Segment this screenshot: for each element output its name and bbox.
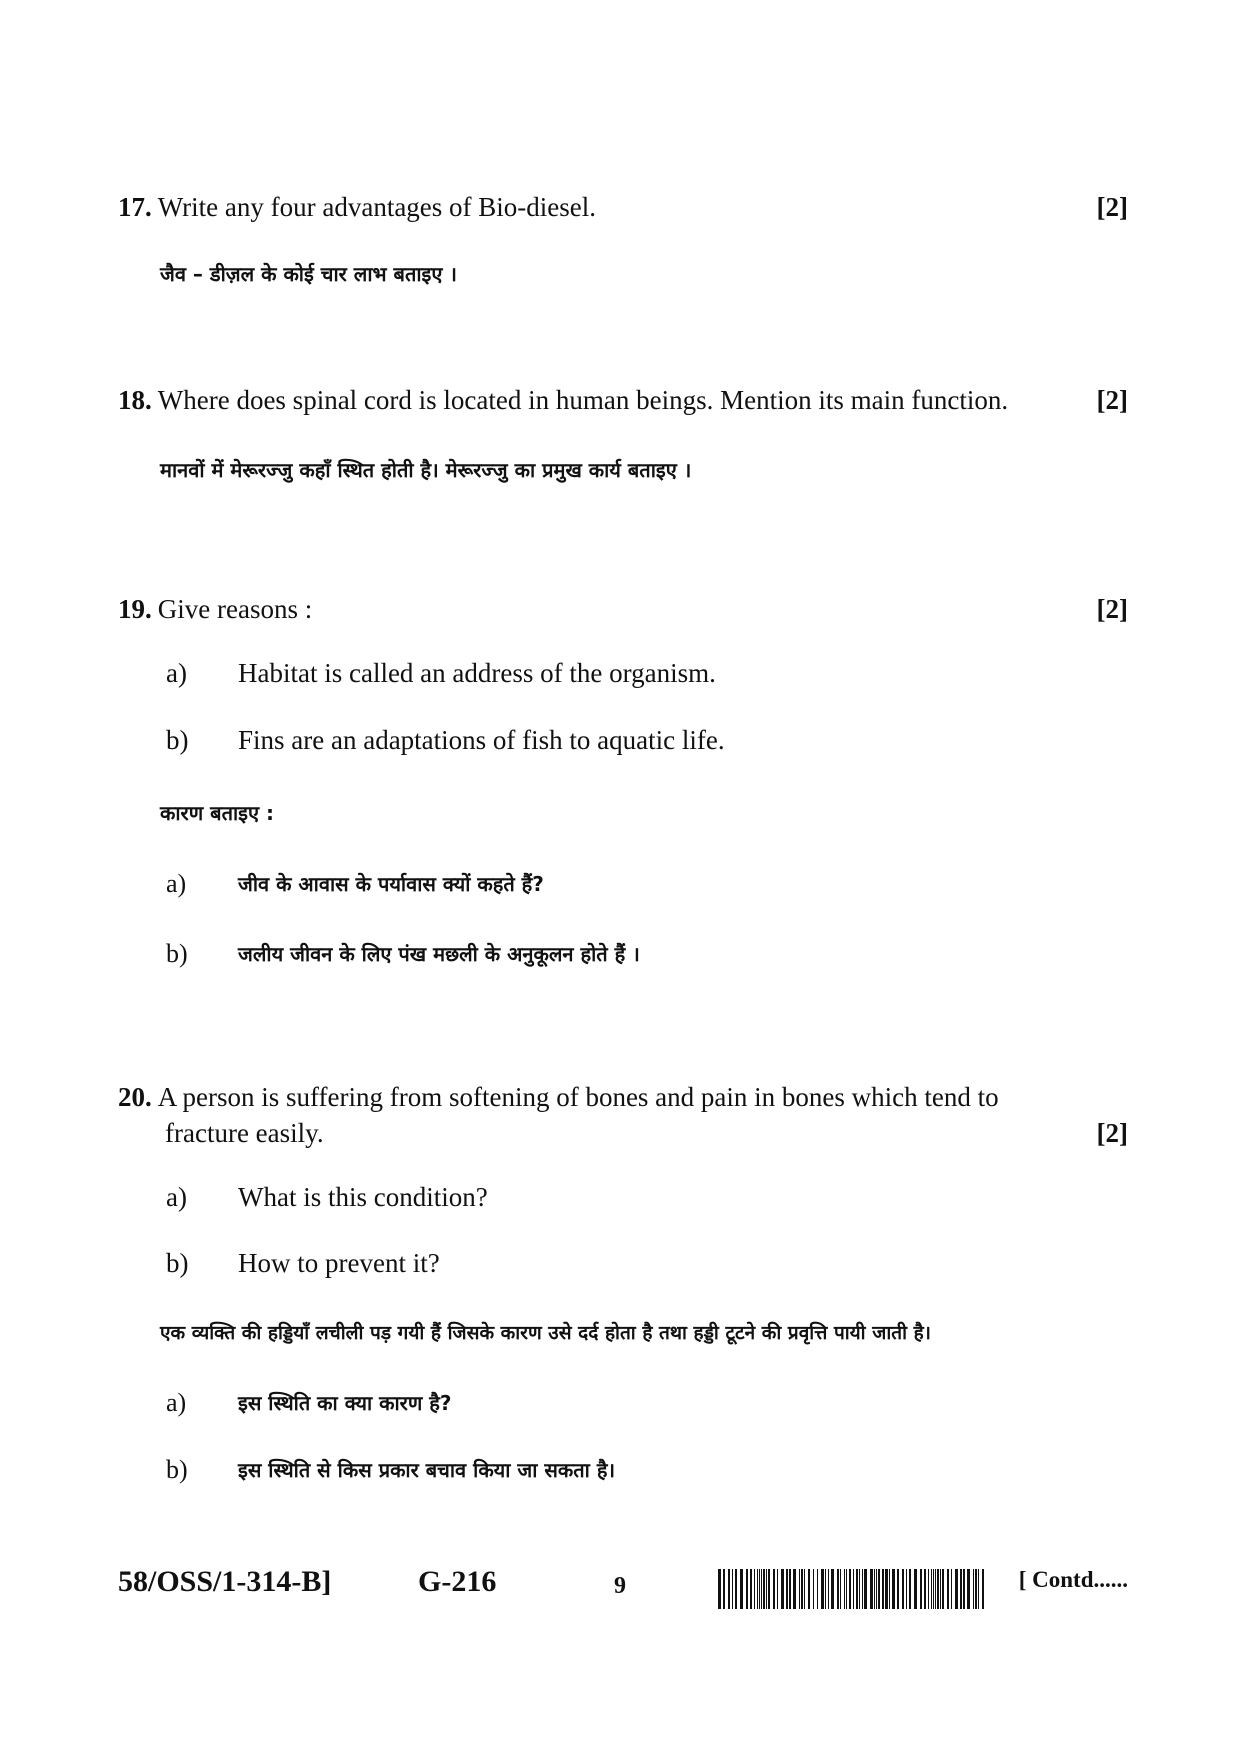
question-17-hindi: जैव – डीज़ल के कोई चार लाभ बताइए ।: [160, 262, 457, 286]
question-number: 19.: [118, 594, 152, 624]
question-number: 17.: [118, 192, 152, 222]
question-20-line2: [165, 1115, 1128, 1151]
question-text-en-line2: fracture easily.: [165, 1118, 324, 1148]
option-text: How to prevent it?: [238, 1248, 440, 1278]
option-label: b): [166, 1248, 189, 1278]
marks: [2]: [1096, 594, 1128, 624]
option-text: What is this condition?: [238, 1182, 488, 1212]
question-text-en: Write any four advantages of Bio-diesel.: [157, 192, 597, 222]
paper-code: 58/OSS/1-314-B]: [118, 1565, 332, 1598]
marks: [2]: [1096, 385, 1128, 415]
question-18-hindi: मानवों में मेरूरज्जु कहाँ स्थित होती है। मेरूरज्जु का प्रमुख कार्य बताइए ।: [160, 458, 692, 482]
option-text: इस स्थिति से किस प्रकार बचाव किया जा सकता है।: [238, 1458, 616, 1482]
option-text: इस स्थिति का क्या कारण है?: [238, 1391, 452, 1415]
marks: [2]: [1096, 192, 1128, 222]
marks: [2]: [1096, 1118, 1128, 1148]
question-17: [118, 189, 1128, 225]
question-19-hindi: कारण बताइए :: [160, 801, 274, 825]
page-number: 9: [614, 1573, 626, 1599]
question-20-hindi: एक व्यक्ति की हड्डियाँ लचीली पड़ गयी हैं जिसके कारण उसे दर्द होता है तथा हड्डी टूटने की प्रवृत्ति पायी जाती है।: [160, 1322, 931, 1344]
option-text: Habitat is called an address of the organism.: [238, 658, 716, 688]
option-label: a): [166, 1182, 187, 1212]
option-label: b): [166, 1455, 188, 1484]
option-label: a): [166, 1388, 187, 1417]
question-number: 20.: [118, 1082, 152, 1112]
option-text: जलीय जीवन के लिए पंख मछली के अनुकूलन होते हैं ।: [238, 942, 640, 966]
option-label: a): [166, 658, 187, 688]
question-20: [118, 1079, 1128, 1115]
option-label: b): [166, 725, 189, 755]
series-code: G-216: [418, 1565, 497, 1598]
question-text-en: Where does spinal cord is located in human beings. Mention its main function.: [157, 385, 1009, 415]
option-label: a): [166, 869, 187, 898]
question-text-en: Give reasons :: [157, 594, 313, 624]
page-footer: [118, 1565, 1128, 1605]
option-label: b): [166, 939, 188, 968]
continued-label: [ Contd......: [1018, 1567, 1128, 1592]
option-text: जीव के आवास के पर्यावास क्यों कहते हैं?: [238, 872, 544, 896]
option-text: Fins are an adaptations of fish to aquatic life.: [238, 725, 725, 755]
barcode: [718, 1569, 988, 1609]
question-text-en-line1: A person is suffering from softening of bones and pain in bones which tend to: [157, 1082, 999, 1112]
question-18: [118, 382, 1128, 418]
question-number: 18.: [118, 385, 152, 415]
question-19: [118, 591, 1128, 627]
